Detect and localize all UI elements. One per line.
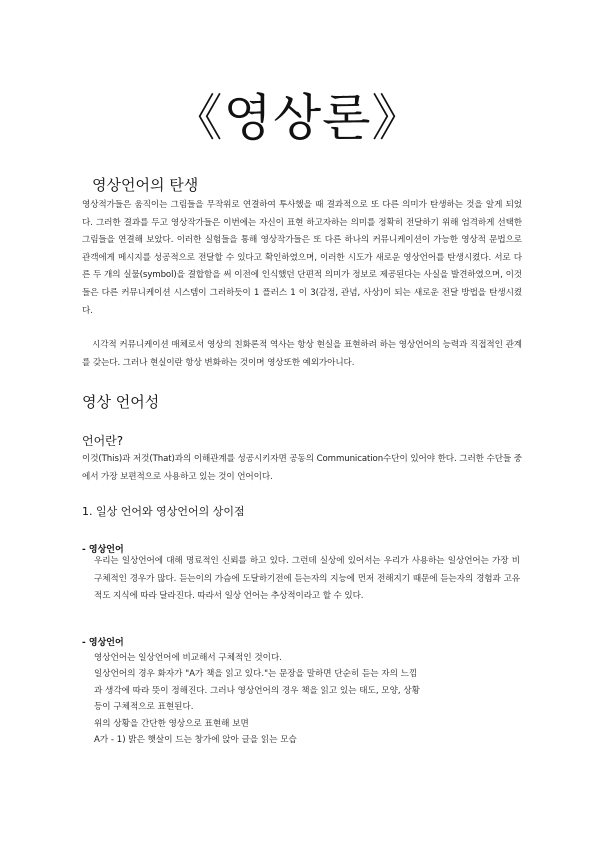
visual-language-line-6: A가 - 1) 밝은 햇살이 드는 창가에 앉아 글을 읽는 모습 bbox=[94, 735, 297, 745]
visual-language-line-3: 과 생각에 따라 뜻이 정해진다. 그러나 영상언어의 경우 책을 읽고 있는 태도, 모양, 상황 bbox=[94, 686, 420, 696]
visual-language-line-1: 영상언어는 일상언어에 비교해서 구체적인 것이다. bbox=[94, 653, 282, 663]
paragraph-language-definition: 이것(This)과 저것(That)과의 이해관계를 성공시키자면 공동의 Communication수단이 있어야 한다. 그러한 수단들 중에서 가장 보편적으로 사용하고 있는 것이 언어이다. bbox=[82, 454, 522, 482]
visual-language-line-5: 위의 상황을 간단한 영상으로 표현해 보면 bbox=[94, 719, 249, 729]
paragraph-everyday-language: 우리는 일상언어에 대해 명료적인 신뢰를 하고 있다. 그런데 실상에 있어서는 우리가 사용하는 일상언어는 가장 비 구체적인 경우가 많다. 듣는이의 가슴에 도달하기전에 듣는자의 지능에 먼저 전해지기 때문에 듣는자의 경험과 고유적도 지식에 따라 달라진다. 따라서 일상 언어는 추상적이라고 할 수 있다. bbox=[94, 556, 520, 602]
section-heading-language: 영상 언어성 bbox=[82, 393, 160, 411]
visual-language-line-2: 일상언어의 경우 화자가 "A가 책을 읽고 있다."는 문장을 말하면 단순히 듣는 자의 느낌 bbox=[94, 669, 418, 679]
page-title: 《영상론》 bbox=[172, 89, 423, 147]
item-label-1: - 영상언어 bbox=[82, 545, 124, 555]
item-label-2: - 영상언어 bbox=[82, 638, 124, 648]
numbered-heading-differences: 1. 일상 언어와 영상언어의 상이점 bbox=[82, 505, 245, 518]
visual-language-line-4: 등이 구체적으로 표현된다. bbox=[94, 702, 194, 712]
paragraph-birth-1: 영상적가들은 움직이는 그림들을 무작위로 연결하여 투사했을 때 결과적으로 또 다른 의미가 탄생하는 것을 알게 되었다. 그러한 결과를 두고 영상작가들은 이번에는 자신이 표현 하고자하는 의미를 정확히 전달하기 위해 엄격하게 선택한 그림들을 연결해 보았다. 이러한 실험들을 통해 영상작가들은 또 다른 하나의 커뮤니케이션이 가능한 영상적 문법으로 관객에게 메시지를 성공적으로 전달할 수 있다고 확인하였으며, 이러한 시도가 새로운 영상언어를 탄생시켰다. 서로 다른 두 개의 실물(symbol)을 결합함을 써 이전에 인식했던 단편적 의미가 정보로 제공된다는 사실을 발견하였으며, 이것들은 다른 커뮤니케이션 시스템이 그러하듯이 1 플러스 1 이 3(감정, 관념, 사상)이 되는 새로운 전달 방법을 탄생시켰다. bbox=[82, 200, 522, 316]
sub-heading-what-is-language: 언어란? bbox=[82, 434, 124, 448]
section-heading-birth: 영상언어의 탄생 bbox=[92, 176, 199, 194]
paragraph-birth-2: 시각적 커뮤니케이션 매체로서 영상의 친화론적 역사는 항상 현실을 표현하려 하는 영상언어의 능력과 직접적인 관계를 갖는다. 그러나 현실이란 항상 변화하는 것이며 영상또한 예외가아니다. bbox=[82, 340, 522, 368]
